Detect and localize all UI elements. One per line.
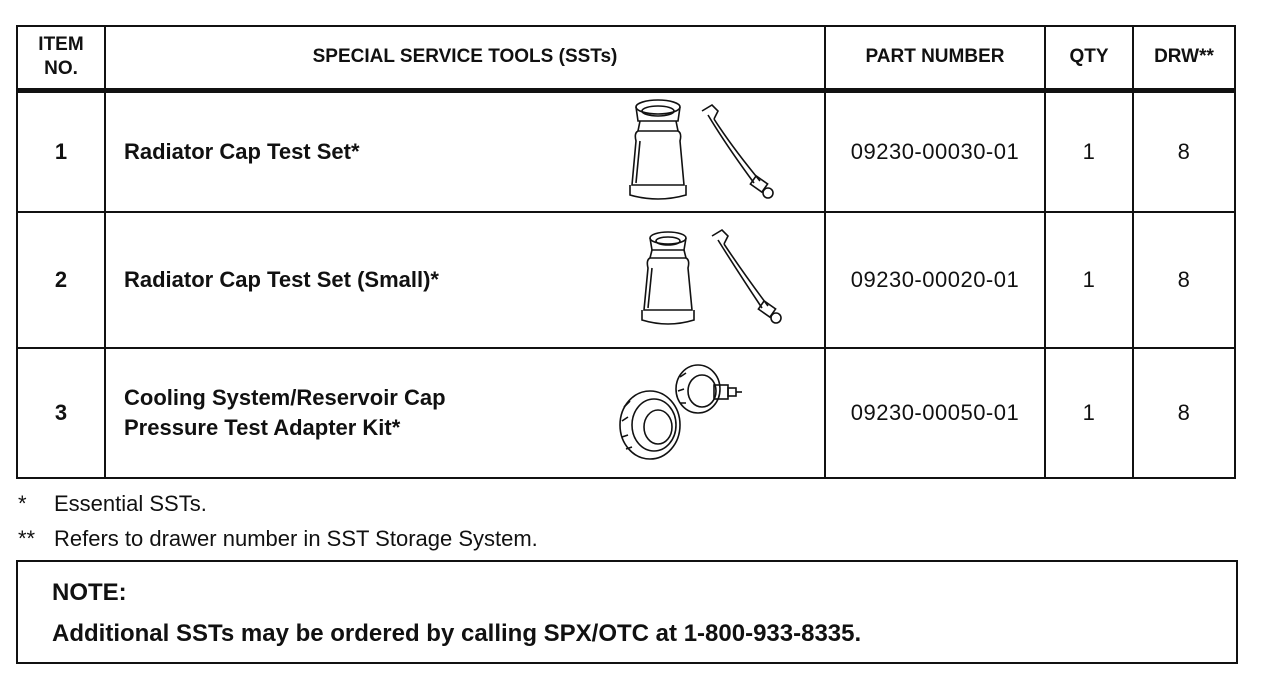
tool-name-line: Pressure Test Adapter Kit* bbox=[124, 415, 401, 440]
footnote-mark: ** bbox=[18, 526, 36, 551]
drawer-number: 8 bbox=[1133, 348, 1235, 478]
note-body: Additional SSTs may be ordered by calling SPX/OTC at 1-800-933-8335. bbox=[52, 620, 862, 647]
drawer-number: 8 bbox=[1133, 90, 1235, 212]
tool-name bbox=[124, 137, 524, 167]
header-tools: SPECIAL SERVICE TOOLS (SSTs) bbox=[105, 26, 825, 90]
footnote-mark: * bbox=[18, 491, 27, 516]
item-number: 1 bbox=[17, 90, 105, 212]
tool-cell bbox=[105, 348, 825, 478]
radiator-cap-tester-small-with-hose-icon bbox=[626, 228, 796, 332]
footnotes bbox=[18, 490, 538, 560]
tool-cell bbox=[105, 90, 825, 212]
sst-table bbox=[16, 25, 1236, 479]
item-number: 2 bbox=[17, 212, 105, 348]
drawer-number: 8 bbox=[1133, 212, 1235, 348]
footnote bbox=[18, 525, 538, 560]
header-item-no-line1: ITEM bbox=[38, 34, 84, 56]
part-number: 09230-00030-01 bbox=[825, 90, 1045, 212]
tool-name-line: Cooling System/Reservoir Cap bbox=[124, 385, 446, 410]
tool-name-line: Radiator Cap Test Set* bbox=[124, 138, 360, 164]
footnote-text: Refers to drawer number in SST Storage System. bbox=[54, 526, 538, 551]
radiator-cap-tester-with-hose-icon bbox=[616, 97, 786, 207]
table-row bbox=[17, 90, 1235, 212]
footnote bbox=[18, 490, 538, 525]
part-number: 09230-00020-01 bbox=[825, 212, 1045, 348]
header-drw: DRW** bbox=[1133, 26, 1235, 90]
header-qty: QTY bbox=[1045, 26, 1133, 90]
header-part-number: PART NUMBER bbox=[825, 26, 1045, 90]
tool-name bbox=[124, 383, 524, 443]
note-title: NOTE: bbox=[52, 579, 127, 606]
tool-cell bbox=[105, 212, 825, 348]
cap-adapter-kit-icon bbox=[604, 361, 754, 465]
quantity: 1 bbox=[1045, 212, 1133, 348]
part-number: 09230-00050-01 bbox=[825, 348, 1045, 478]
item-number: 3 bbox=[17, 348, 105, 478]
header-item-no-line2: NO. bbox=[44, 58, 78, 80]
table-row bbox=[17, 212, 1235, 348]
note-box bbox=[16, 560, 1238, 664]
quantity: 1 bbox=[1045, 90, 1133, 212]
table-header-row bbox=[17, 26, 1235, 90]
table-row bbox=[17, 348, 1235, 478]
footnote-text: Essential SSTs. bbox=[54, 491, 207, 516]
tool-name-line: Radiator Cap Test Set (Small)* bbox=[124, 267, 439, 292]
quantity: 1 bbox=[1045, 348, 1133, 478]
tool-name bbox=[124, 265, 524, 295]
header-item-no bbox=[17, 26, 105, 90]
